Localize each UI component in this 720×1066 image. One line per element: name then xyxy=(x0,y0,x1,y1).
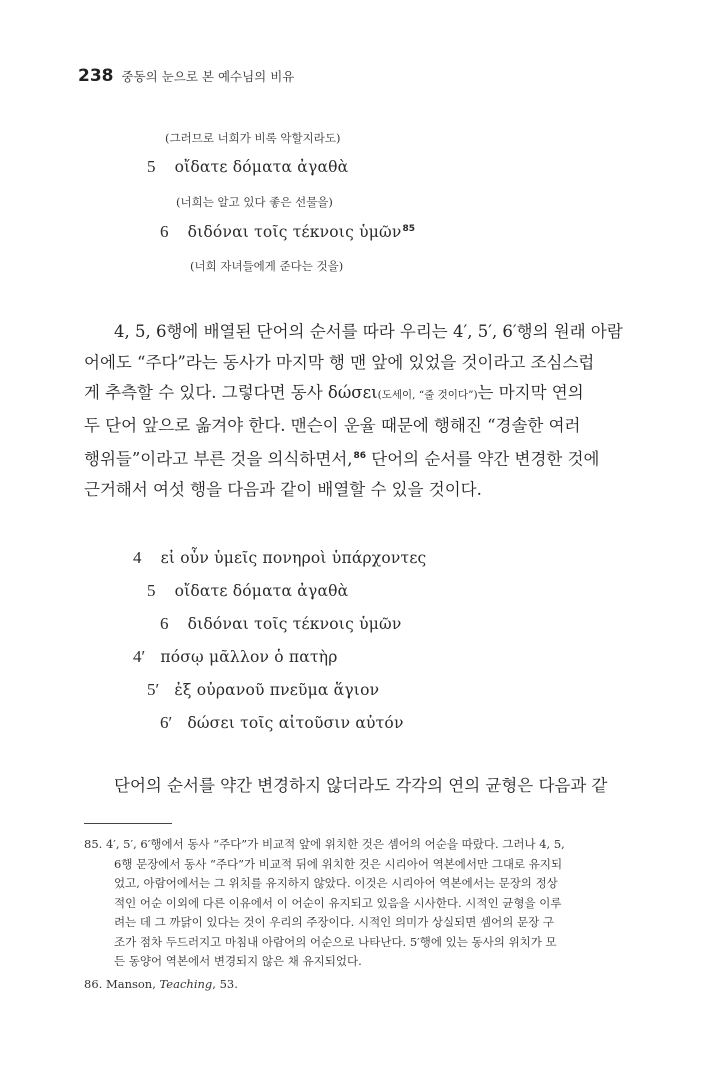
verse-number: 4 xyxy=(133,548,142,567)
page-number: 238 xyxy=(78,66,114,86)
paragraph-line xyxy=(84,378,623,411)
verse-number: 5 xyxy=(147,157,156,176)
footnote-marker[interactable]: 85 xyxy=(402,223,415,234)
line-text: 행위들”이라고 부른 것을 의식하면서, xyxy=(84,449,353,469)
greek-verse-text: εἰ οὖν ὑμεῖς πονηροὶ ὑπάρχοντες xyxy=(160,549,427,567)
verse-number: 5′ xyxy=(147,680,160,699)
running-title: 중동의 눈으로 본 예수님의 비유 xyxy=(121,69,295,84)
body-paragraph xyxy=(84,317,623,506)
footnote-line: 85. 4′, 5′, 6′행에서 동사 “주다”가 비교적 앞에 위치한 것은 셈어의 어순을 따랐다. 그러나 4, 5, xyxy=(84,837,565,851)
greek-verse-text: πόσῳ μᾶλλον ὁ πατὴρ xyxy=(160,648,338,666)
paragraph-line: 근거해서 여섯 행을 다음과 같이 배열할 수 있을 것이다. xyxy=(84,480,482,499)
greek-verse-text: διδόναι τοῖς τέκνοις ὑμῶν xyxy=(187,223,402,241)
footnote-line: 6행 문장에서 동사 “주다”가 비교적 뒤에 위치한 것은 시리아어 역본에서만 그대로 유지되 xyxy=(114,856,563,871)
verse-line xyxy=(160,614,401,634)
verse-number: 5 xyxy=(147,581,156,600)
inline-gloss: (도세이, “줄 것이다”) xyxy=(377,389,478,401)
greek-verse-text: οἴδατε δόματα ἀγαθὰ xyxy=(174,582,349,600)
footnote-line: 적인 어순 이외에 다른 이유에서 이 어순이 유지되고 있음을 시사한다. 시적인 균형을 이루 xyxy=(114,895,562,910)
verse-number: 6 xyxy=(160,614,169,633)
greek-verse-text: δώσει τοῖς αἰτοῦσιν αὐτόν xyxy=(187,714,404,732)
footnote-divider xyxy=(84,823,172,824)
verse-line xyxy=(160,222,415,242)
verse-number: 6 xyxy=(160,222,169,241)
body-paragraph xyxy=(114,771,608,802)
line-text: 게 추측할 수 있다. 그렇다면 동사 δώσει xyxy=(84,383,378,402)
verse-gloss: (너희는 알고 있다 좋은 선물을) xyxy=(176,195,333,209)
footnote-line xyxy=(84,975,640,995)
paragraph-line: 두 단어 앞으로 옮겨야 한다. 맨슨이 운율 때문에 행해진 “경솔한 여러 xyxy=(84,415,581,435)
greek-verse-text: ἐξ οὐρανοῦ πνεῦμα ἅγιον xyxy=(174,681,380,699)
line-text: 단어의 순서를 약간 변경한 것에 xyxy=(366,449,600,469)
footnote-line: 었고, 아람어에서는 그 위치를 유지하지 않았다. 이것은 시리아어 역본에서는 문장의 정상 xyxy=(114,876,558,890)
footnote-text: 86. Manson, xyxy=(84,977,160,991)
verse-number: 6′ xyxy=(160,713,173,732)
verse-line xyxy=(147,157,348,177)
verse-gloss: (너희 자녀들에게 준다는 것을) xyxy=(190,259,344,273)
line-text: 는 마지막 연의 xyxy=(477,383,584,402)
footnote-line: 든 동양어 역본에서 변경되지 않은 채 유지되었다. xyxy=(114,954,362,968)
verse-number: 4′ xyxy=(133,647,146,666)
verse-line xyxy=(133,647,338,667)
book-title: Teaching xyxy=(159,977,213,991)
footnote-marker[interactable]: 86 xyxy=(353,451,367,461)
verse-line xyxy=(147,680,379,700)
footnote-86 xyxy=(84,975,640,995)
verse-line xyxy=(147,581,348,601)
running-header xyxy=(78,66,294,86)
paragraph-line: 4, 5, 6행에 배열된 단어의 순서를 따라 우리는 4′, 5′, 6′행의 원래 아람 xyxy=(114,322,623,341)
footnote-line: 려는 데 그 까닭이 있다는 것이 우리의 주장이다. 시적인 의미가 상실되면 셈어의 문장 구 xyxy=(114,915,554,929)
verse-line xyxy=(133,548,426,568)
footnote-text: , 53. xyxy=(212,977,238,991)
paragraph-line: 어에도 “주다”라는 동사가 마지막 행 맨 앞에 있었을 것이라고 조심스럽 xyxy=(84,352,595,372)
verse-line xyxy=(160,713,404,733)
paragraph-line xyxy=(84,441,623,475)
paragraph-line: 단어의 순서를 약간 변경하지 않더라도 각각의 연의 균형은 다음과 같 xyxy=(114,776,608,795)
greek-verse-text: οἴδατε δόματα ἀγαθὰ xyxy=(174,158,349,176)
footnote-line: 조가 점차 두드러지고 마침내 아람어의 어순으로 나타난다. 5′행에 있는 동사의 위치가 모 xyxy=(114,934,557,949)
verse-gloss: (그러므로 너희가 비록 악할지라도) xyxy=(165,131,341,145)
footnote-85 xyxy=(84,835,640,972)
greek-verse-text: διδόναι τοῖς τέκνοις ὑμῶν xyxy=(187,615,402,633)
